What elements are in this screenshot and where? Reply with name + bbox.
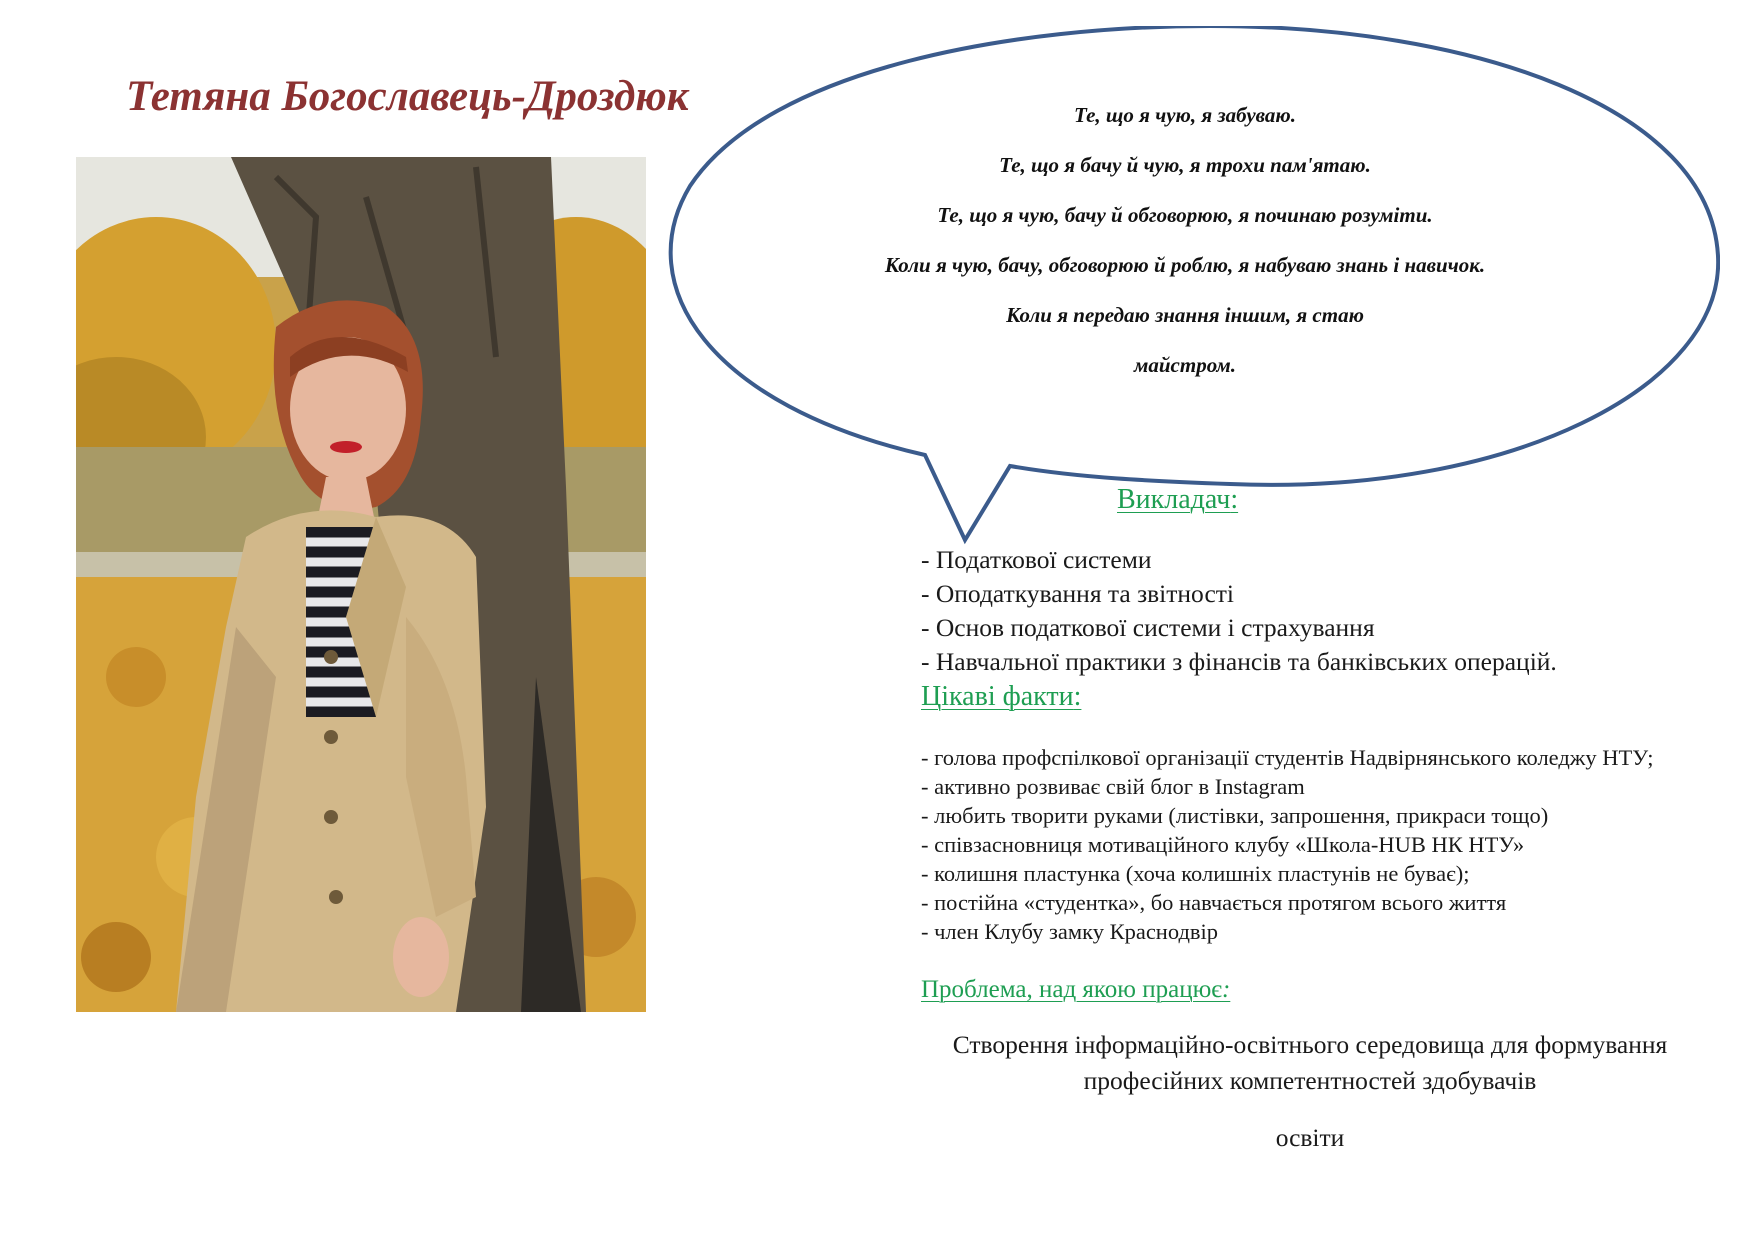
quote-line: Те, що я бачу й чую, я трохи пам'ятаю.: [999, 153, 1371, 177]
person-name: Тетяна Богославець-Дроздюк: [126, 73, 689, 120]
teacher-heading: [1117, 484, 1238, 516]
problem-text-tail: освіти: [1275, 1123, 1345, 1152]
fact-item: - співзасновниця мотиваційного клубу «Школа-HUB НК НТУ»: [921, 832, 1525, 857]
problem-text: Створення інформаційно-освітнього середовища для формування професійних компетентностей здобувачів: [952, 1030, 1668, 1095]
portrait-photo: [76, 157, 646, 1012]
problem-heading-colon: :: [1221, 976, 1231, 1003]
subject-item: - Оподаткування та звітності: [921, 579, 1234, 608]
subject-item: - Податкової системи: [921, 545, 1152, 574]
problem-heading-label: Проблема, над якою працює: [921, 976, 1222, 1003]
facts-heading: [921, 681, 1081, 713]
fact-item: - голова профспілкової організації студентів Надвірнянського коледжу НТУ;: [921, 745, 1654, 770]
facts-heading-label: Цікаві факти: [921, 681, 1074, 712]
quote-line: майстром.: [1133, 353, 1237, 377]
facts-heading-colon: :: [1073, 681, 1082, 712]
fact-item: - постійна «студентка», бо навчається протягом всього життя: [921, 890, 1507, 915]
teacher-heading-colon: :: [1230, 484, 1239, 515]
facts-list: [921, 743, 1701, 946]
quote-line: Те, що я чую, бачу й обговорюю, я починаю розуміти.: [937, 203, 1433, 227]
fact-item: - активно розвиває свій блог в Instagram: [921, 774, 1305, 799]
fact-item: - колишня пластунка (хоча колишніх пластунів не буває);: [921, 861, 1470, 886]
subject-item: - Основ податкової системи і страхування: [921, 613, 1375, 642]
quote-line: Коли я передаю знання іншим, я стаю: [1006, 303, 1364, 327]
subjects-list: [921, 543, 1557, 679]
subject-item: - Навчальної практики з фінансів та банківських операцій.: [921, 647, 1557, 676]
quote-line: Те, що я чую, я забуваю.: [1074, 103, 1296, 127]
teacher-heading-label: Викладач: [1117, 484, 1231, 515]
problem-heading: [921, 976, 1230, 1004]
autumn-portrait-image: [76, 157, 646, 1012]
fact-item: - любить творити руками (листівки, запрошення, прикраси тощо): [921, 803, 1549, 828]
quote-line: Коли я чую, бачу, обговорюю й роблю, я набуваю знань і навичок.: [884, 253, 1486, 277]
fact-item: - член Клубу замку Краснодвір: [921, 919, 1219, 944]
quote-text: [865, 102, 1505, 402]
